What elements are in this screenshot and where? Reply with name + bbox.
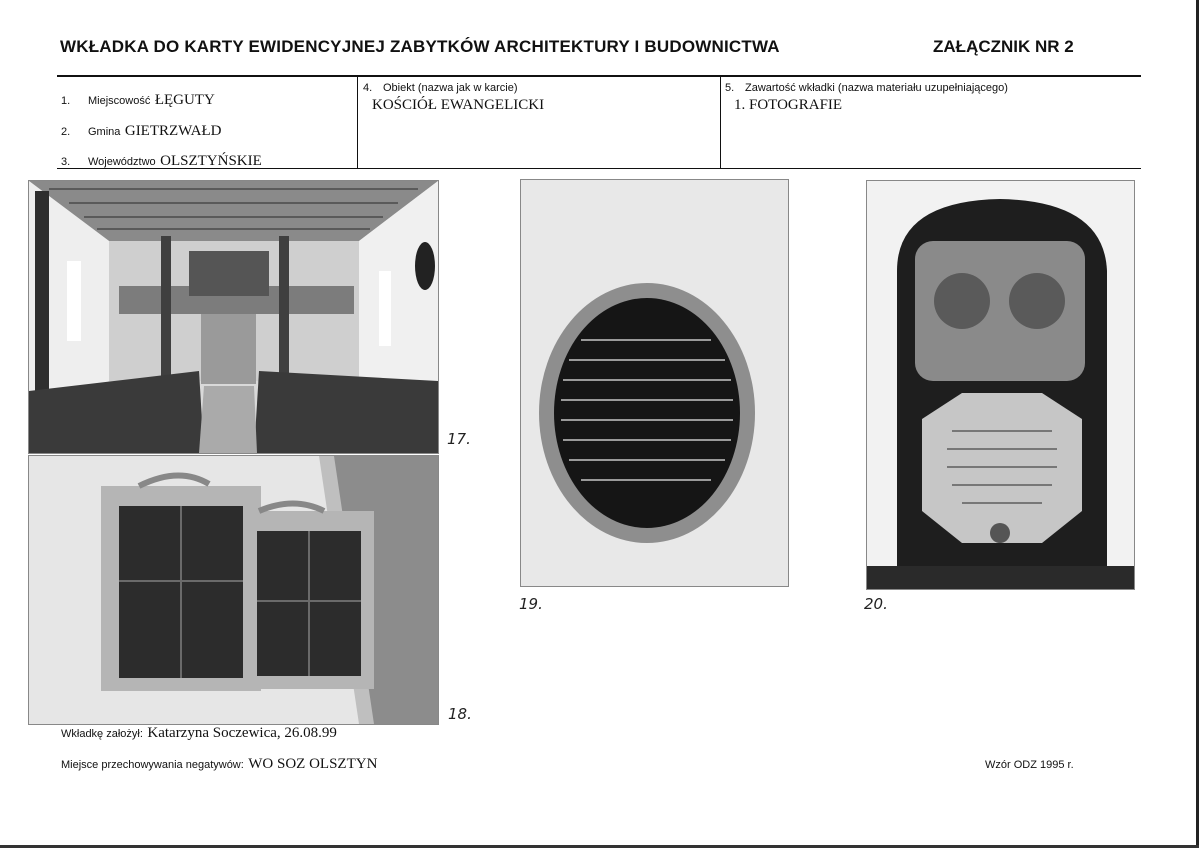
photo-caption: 20. [864, 595, 888, 613]
field-label: Województwo [88, 156, 156, 168]
negatives-storage [61, 755, 377, 773]
storage-label: Miejsce przechowywania negatywów: [61, 759, 244, 771]
storage-value: WO SOZ OLSZTYN [248, 756, 378, 772]
field-number: 2. [61, 126, 71, 138]
photo-wall-epitaph [866, 180, 1135, 590]
field-label: Zawartość wkładki (nazwa materiału uzupełniającego) [745, 82, 1008, 94]
field-value: KOŚCIÓŁ EWANGELICKI [372, 97, 545, 113]
photo-caption: 17. [447, 430, 471, 448]
created-label: Wkładkę założył: [61, 728, 143, 740]
photo-caption: 18. [448, 705, 472, 723]
field-label: Miejscowość [88, 95, 151, 107]
field-label: Obiekt (nazwa jak w karcie) [383, 82, 518, 94]
photo-paintings [28, 455, 439, 725]
field-locality [61, 91, 215, 109]
photo-oval-epitaph [520, 179, 789, 587]
column-divider [357, 76, 358, 169]
document-title: WKŁADKA DO KARTY EWIDENCYJNEJ ZABYTKÓW ARCHITEKTURY I BUDOWNICTWA [60, 37, 780, 56]
field-value: OLSZTYŃSKIE [160, 153, 262, 169]
column-divider [720, 76, 721, 169]
photo-caption: 19. [519, 595, 543, 613]
header-rule [57, 75, 1141, 77]
photo-church-interior [28, 180, 439, 454]
created-by [61, 724, 337, 742]
template-version: Wzór ODZ 1995 r. [985, 759, 1074, 771]
field-value: 1. FOTOGRAFIE [734, 97, 843, 113]
field-label: Gmina [88, 126, 121, 138]
field-value: ŁĘGUTY [154, 92, 215, 108]
field-voivodeship [61, 152, 262, 170]
field-number: 5. [725, 82, 735, 94]
field-commune [61, 122, 222, 140]
annex-number: ZAŁĄCZNIK NR 2 [933, 37, 1074, 56]
field-number: 4. [363, 82, 373, 94]
created-value: Katarzyna Soczewica, 26.08.99 [147, 725, 337, 741]
field-object [363, 78, 544, 114]
field-number: 1. [61, 95, 71, 107]
field-value: GIETRZWAŁD [124, 123, 222, 139]
field-contents [725, 78, 1008, 114]
field-number: 3. [61, 156, 71, 168]
